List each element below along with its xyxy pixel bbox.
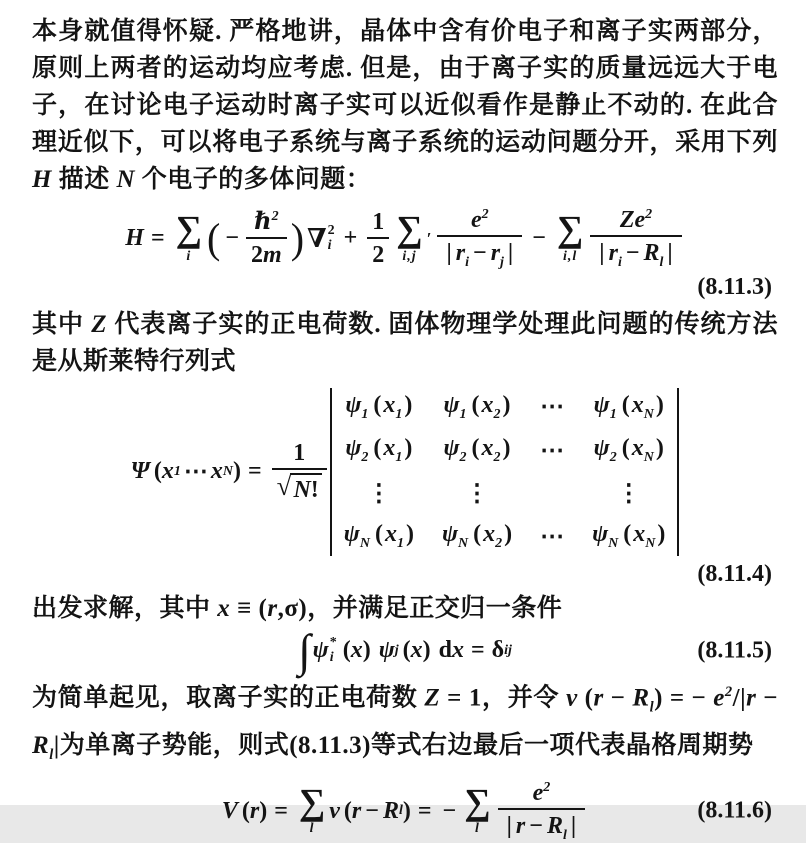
text-run: 个电子的多体问题： <box>135 166 372 193</box>
equals-sign: = <box>470 637 485 664</box>
subscript: N <box>643 406 654 422</box>
superscript: 2 <box>724 684 733 701</box>
numerator: 1 <box>272 440 327 470</box>
sum-over-ij <box>396 209 423 264</box>
right-paren: ) <box>259 797 268 824</box>
fraction-coulomb-ion <box>590 207 681 271</box>
var-x: x <box>481 391 494 418</box>
subscript: l <box>649 699 655 716</box>
numerator <box>498 780 586 810</box>
orthonormality-equation <box>32 624 778 676</box>
subscript: 2 <box>493 406 501 422</box>
paragraph-orthonormal <box>32 590 778 627</box>
var-R: R <box>643 240 660 267</box>
matrix-cell <box>345 392 412 423</box>
numerator <box>590 207 681 237</box>
differential-d: d <box>438 637 452 664</box>
var-x: x <box>350 637 363 664</box>
var-r: r <box>593 684 604 712</box>
minus-sign: − <box>532 225 546 252</box>
matrix-cell <box>592 521 665 552</box>
var-e: e <box>532 779 544 806</box>
matrix-cell <box>442 521 512 552</box>
sum-limits: i <box>186 248 192 264</box>
right-paren: ) <box>404 391 413 418</box>
text-run: = 1，并令 <box>440 684 567 712</box>
var-x: x <box>451 637 464 664</box>
matrix-cdots: ⋯ <box>540 438 565 465</box>
equals-sign: = <box>417 797 432 824</box>
factorial-mark: ! <box>310 477 319 504</box>
abs-bar: | <box>667 240 673 267</box>
superscript: 2 <box>543 779 551 795</box>
matrix-cdots: ⋯ <box>540 524 565 551</box>
var-x: x <box>631 435 644 462</box>
matrix-cell <box>344 521 414 552</box>
subscript: N <box>608 535 619 551</box>
var-Z: Z <box>619 207 635 233</box>
right-paren: ) <box>502 435 511 462</box>
var-psi: ψ <box>345 391 362 418</box>
subscript: N <box>645 535 656 551</box>
sum-over-l <box>298 782 326 837</box>
sigma-symbol: ∑ <box>464 782 491 824</box>
sum-limits: i,l <box>562 248 578 264</box>
var-m: m <box>263 242 282 269</box>
subscript: 2 <box>495 535 503 551</box>
subscript: N <box>359 535 370 551</box>
var-psi: ψ <box>441 521 458 548</box>
subscript: 1 <box>395 406 403 422</box>
slater-determinant-equation <box>32 386 778 558</box>
equation-8-11-3 <box>32 207 778 303</box>
subscript: 1 <box>173 463 181 479</box>
var-V: V <box>221 797 238 824</box>
sup-sub-stack <box>330 636 337 665</box>
right-paren: ) <box>402 797 411 824</box>
var-r: r <box>351 797 362 824</box>
radicand <box>290 473 321 503</box>
subscript: 1 <box>609 406 617 422</box>
var-x: x <box>217 594 231 622</box>
var-x: x <box>481 435 494 462</box>
determinant-right-bar <box>677 388 679 556</box>
matrix-cell <box>444 435 511 466</box>
sum-limits: i,j <box>402 248 417 264</box>
var-Z: Z <box>424 684 441 712</box>
equation-label: (8.11.3) <box>697 273 772 300</box>
right-paren: ) <box>655 435 664 462</box>
plus-sign: + <box>343 225 358 252</box>
var-x: x <box>410 637 423 664</box>
text-run: − <box>603 684 633 712</box>
var-x: x <box>384 521 397 548</box>
sum-over-i <box>175 209 203 264</box>
equals-sign: = <box>247 458 262 485</box>
var-v: v <box>329 797 340 824</box>
fraction-half <box>367 209 389 269</box>
var-r: r <box>249 797 260 824</box>
var-psi: ψ <box>378 637 395 664</box>
var-psi: ψ <box>593 391 610 418</box>
subscript: i <box>465 255 469 271</box>
subscript: 1 <box>396 535 404 551</box>
matrix-cdots: ⋯ <box>540 394 565 421</box>
var-r: r <box>267 594 278 622</box>
var-v: v <box>566 684 578 712</box>
equation-8-11-4 <box>32 386 778 590</box>
matrix-vdots: ⋮ <box>366 481 391 508</box>
text-run: ≡ ( <box>230 594 268 622</box>
var-R: R <box>382 797 399 824</box>
left-paren: ( <box>471 435 480 462</box>
var-H: H <box>32 166 52 193</box>
minus-sign: − <box>225 225 240 252</box>
left-paren: ( <box>374 521 383 548</box>
text-run: 其中 <box>32 310 92 338</box>
left-paren: ( <box>402 637 411 664</box>
minus-sign: − <box>529 813 543 840</box>
sum-limits: l <box>309 821 315 837</box>
nabla-symbol: ∇ <box>307 223 327 253</box>
denominator: 2 <box>372 242 385 269</box>
numerator <box>437 207 522 237</box>
subscript: 1 <box>459 406 467 422</box>
paragraph-potential <box>32 674 778 773</box>
var-x: x <box>161 458 174 485</box>
abs-bar: | <box>570 813 577 840</box>
fraction-coulomb <box>498 780 586 843</box>
subscript: 2 <box>361 450 369 466</box>
minus-sign: − <box>473 240 487 267</box>
right-paren: ) <box>362 637 371 664</box>
left-paren: ( <box>621 435 630 462</box>
subscript: 2 <box>609 450 617 466</box>
denominator <box>590 237 681 270</box>
left-paren: ( <box>153 458 162 485</box>
text-run: |为单离子势能，则式(8.11.3)等式右边最后一项代表晶格周期势 <box>53 731 754 759</box>
fraction-normalization <box>272 440 327 504</box>
subscript: l <box>49 746 54 763</box>
sup-sub-stack <box>328 224 335 253</box>
hbar-symbol: ℏ <box>254 208 272 235</box>
var-e: e <box>471 207 482 233</box>
integral-symbol: ∫ <box>298 624 311 676</box>
matrix-cell <box>444 392 511 423</box>
matrix-vdots: ⋮ <box>465 481 490 508</box>
var-psi: ψ <box>443 435 460 462</box>
right-paren: ) <box>422 637 431 664</box>
subscript: 2 <box>493 450 501 466</box>
subscript: 1 <box>395 450 403 466</box>
abs-bar: | <box>506 813 512 840</box>
text-run: ) = − <box>654 684 714 712</box>
paragraph-z-charge <box>32 306 778 380</box>
cdots: ⋯ <box>183 459 208 486</box>
superscript: 2 <box>271 208 279 224</box>
abs-bar: | <box>599 240 605 267</box>
subscript: i <box>617 255 622 271</box>
right-paren: ) <box>405 521 414 548</box>
var-H: H <box>125 225 144 252</box>
equation-8-11-6 <box>32 780 778 843</box>
right-paren: ) <box>290 214 305 262</box>
var-r: r <box>746 684 757 712</box>
left-paren: ( <box>373 435 382 462</box>
denominator <box>437 237 522 270</box>
equation-number-8-11-5: (8.11.5) <box>697 637 772 664</box>
left-paren: ( <box>621 391 630 418</box>
right-paren: ) <box>504 521 513 548</box>
right-paren: ) <box>232 458 241 485</box>
var-psi: ψ <box>312 637 329 664</box>
text-run: /| <box>732 684 747 712</box>
lattice-potential-equation <box>32 780 778 843</box>
denominator <box>498 810 586 843</box>
equals-sign: = <box>274 797 288 824</box>
sum-limits: l <box>474 821 480 837</box>
subscript: i <box>327 237 332 253</box>
subscript: i <box>329 649 334 665</box>
left-paren: ( <box>342 637 351 664</box>
text-run: − <box>756 684 779 712</box>
var-e: e <box>713 684 725 712</box>
text-run: ( <box>577 684 594 712</box>
equation-label: (8.11.4) <box>697 560 772 587</box>
matrix-cell <box>345 435 412 466</box>
var-r: r <box>455 240 466 267</box>
subscript: 1 <box>361 406 369 422</box>
denominator <box>272 470 327 503</box>
matrix-cell <box>594 392 664 423</box>
left-paren: ( <box>473 521 482 548</box>
hamiltonian-equation <box>32 207 778 271</box>
subscript: ij <box>504 642 512 658</box>
var-e: e <box>634 207 646 233</box>
equation-number-8-11-4 <box>32 558 778 590</box>
subscript: 2 <box>459 450 467 466</box>
right-paren: ) <box>655 391 664 418</box>
var-r: r <box>608 240 618 267</box>
var-psi: ψ <box>443 391 460 418</box>
abs-bar: | <box>507 240 514 267</box>
matrix-cell <box>594 435 664 466</box>
var-R: R <box>632 684 650 712</box>
delta-symbol: δ <box>491 637 505 664</box>
equation-number-8-11-3 <box>32 271 778 303</box>
var-psi: ψ <box>345 435 362 462</box>
denominator <box>246 239 287 268</box>
minus-sign: − <box>625 240 640 267</box>
left-paren: ( <box>207 214 221 262</box>
sigma-symbol: ∑ <box>298 782 326 824</box>
subscript: j <box>500 255 504 271</box>
left-paren: ( <box>623 521 632 548</box>
text-run: 代表离子实的正电荷数. 固体物理学处理此问题的传统方法是从斯莱特行列式 <box>32 310 778 375</box>
left-paren: ( <box>471 391 480 418</box>
radical-symbol: √ <box>276 471 292 502</box>
minus-sign: − <box>442 797 457 824</box>
var-x: x <box>483 521 496 548</box>
sum-over-il <box>556 209 584 264</box>
var-N: N <box>116 166 136 193</box>
equation-number-8-11-6: (8.11.6) <box>697 797 772 824</box>
right-paren: ) <box>404 435 413 462</box>
superscript: 2 <box>645 207 653 222</box>
prime-mark: ′ <box>426 228 432 248</box>
numerator <box>246 209 287 239</box>
left-paren: ( <box>373 391 382 418</box>
sum-over-l <box>464 782 491 837</box>
var-Z: Z <box>91 310 108 338</box>
var-r: r <box>515 813 526 840</box>
var-N: N <box>293 477 311 504</box>
laplacian-term <box>307 224 335 254</box>
var-R: R <box>546 813 563 840</box>
var-r: r <box>490 240 501 267</box>
var-x: x <box>210 458 223 485</box>
var-x: x <box>631 391 644 418</box>
var-x: x <box>383 391 396 418</box>
sigma-symbol: ∑ <box>396 209 423 251</box>
text-run: 为简单起见，取离子实的正电荷数 <box>32 684 425 712</box>
sigma-symbol: ∑ <box>556 209 584 251</box>
matrix-vdots: ⋮ <box>616 481 641 508</box>
subscript: l <box>562 827 567 843</box>
numerator: 1 <box>367 209 389 239</box>
equation-8-11-5 <box>32 624 778 676</box>
digit: 2 <box>251 242 264 269</box>
text-run: 出发求解，其中 <box>32 594 218 622</box>
var-x: x <box>383 435 396 462</box>
text-run: 本身就值得怀疑. 严格地讲，晶体中含有价电子和离子实两部分，原则上两者的运动均应考虑. 但是，由于离子实的质量远远大于电子，在讨论电子运动时离子实可以近似看作是静止不动的. 在此合理近似下，可以将电子系统与离子系统的运动问题分开，采用下列 <box>32 18 778 156</box>
subscript: j <box>394 642 399 658</box>
text-run: 描述 <box>51 166 117 193</box>
var-x: x <box>633 521 646 548</box>
var-psi: ψ <box>593 435 610 462</box>
superscript: 2 <box>481 207 489 222</box>
paragraph-intro <box>32 13 778 198</box>
determinant-matrix <box>332 386 678 558</box>
abs-bar: | <box>446 240 452 267</box>
right-paren: ) <box>657 521 666 548</box>
fraction-hbar <box>246 209 287 269</box>
subscript: N <box>643 450 654 466</box>
sqrt-term <box>277 473 322 503</box>
subscript: N <box>222 463 233 479</box>
subscript: l <box>659 255 664 271</box>
var-R: R <box>32 731 50 759</box>
right-paren: ) <box>502 391 511 418</box>
subscript: N <box>457 535 469 551</box>
subscript: l <box>398 803 403 819</box>
var-psi: ψ <box>592 521 609 548</box>
var-Psi: Ψ <box>130 458 150 485</box>
star-superscript: * <box>329 634 337 650</box>
left-paren: ( <box>241 797 250 824</box>
equals-sign: = <box>150 225 165 252</box>
left-paren: ( <box>343 797 352 824</box>
text-run: ,σ)，并满足正交归一条件 <box>277 594 563 622</box>
minus-sign: − <box>365 797 379 824</box>
sigma-symbol: ∑ <box>175 209 203 251</box>
fraction-coulomb-ee <box>437 207 522 271</box>
var-psi: ψ <box>343 521 360 548</box>
superscript: 2 <box>327 223 335 239</box>
